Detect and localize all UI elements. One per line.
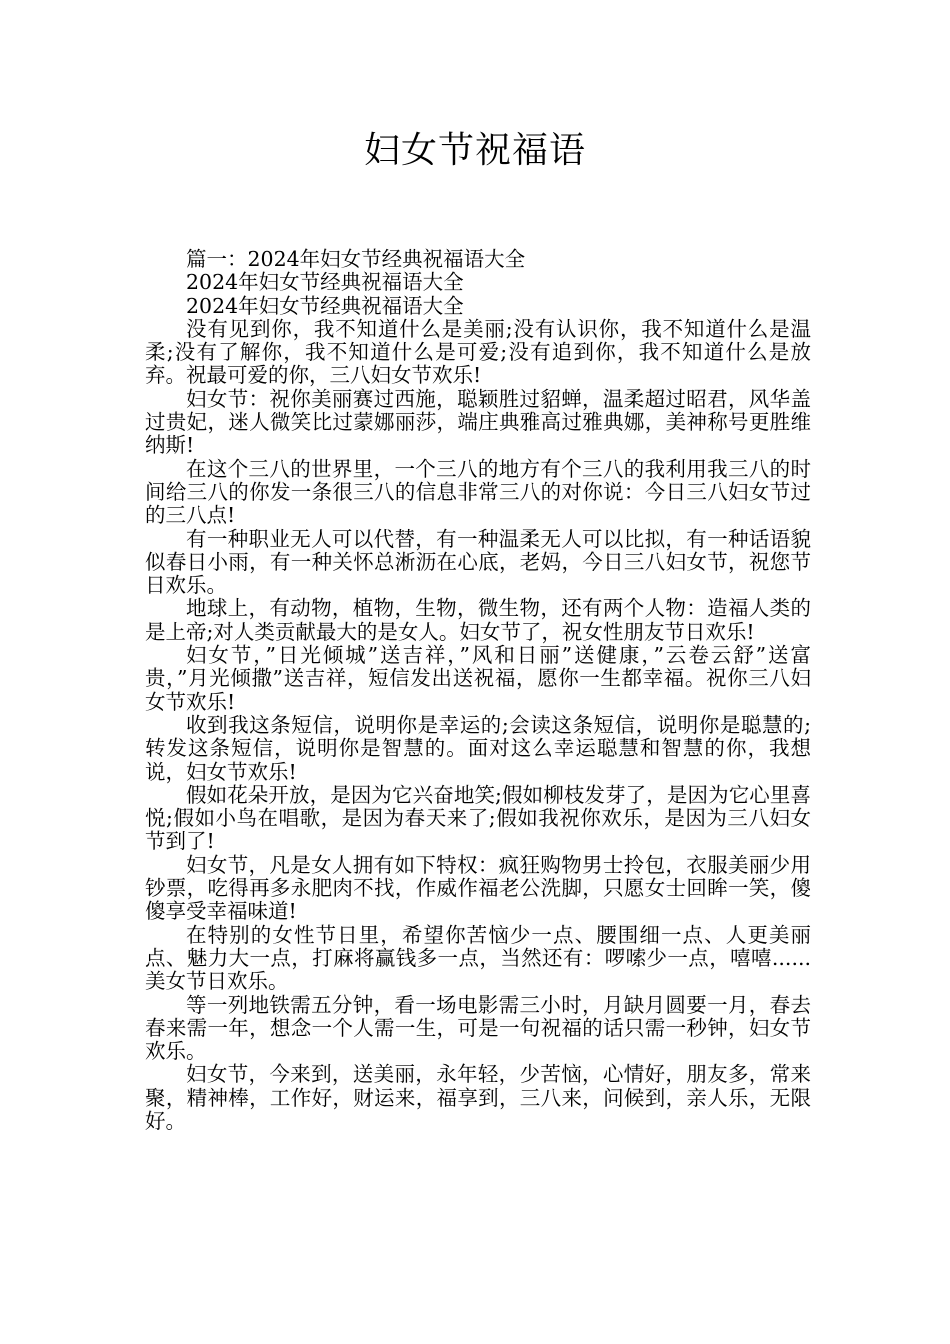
body-paragraph: 收到我这条短信，说明你是幸运的;会读这条短信，说明你是聪慧的;转发这条短信，说明你是智慧的。面对这么幸运聪慧和智慧的你，我想说，妇女节欢乐!: [145, 712, 811, 784]
document-title: 妇女节祝福语: [363, 130, 586, 171]
section-heading: 篇一：2024年妇女节经典祝福语大全: [186, 247, 526, 271]
body-paragraph: 妇女节，凡是女人拥有如下特权：疯狂购物男士拎包，衣服美丽少用钞票，吃得再多永肥肉不找，作威作福老公洗脚，只愿女士回眸一笑，傻傻享受幸福味道!: [145, 852, 811, 924]
body-paragraph: 等一列地铁需五分钟，看一场电影需三小时，月缺月圆要一月，春去春来需一年，想念一个人需一生，可是一句祝福的话只需一秒钟，妇女节欢乐。: [145, 992, 811, 1064]
body-paragraph: 在特别的女性节日里，希望你苦恼少一点、腰围细一点、人更美丽点、魅力大一点，打麻将赢钱多一点，当然还有：啰嗦少一点，嘻嘻......美女节日欢乐。: [145, 922, 811, 994]
body-paragraph: 有一种职业无人可以代替，有一种温柔无人可以比拟，有一种话语貌似春日小雨，有一种关怀总淅沥在心底，老妈，今日三八妇女节，祝您节日欢乐。: [145, 526, 811, 598]
body-paragraph: 假如花朵开放，是因为它兴奋地笑;假如柳枝发芽了，是因为它心里喜悦;假如小鸟在唱歌，是因为春天来了;假如我祝你欢乐，是因为三八妇女节到了!: [145, 782, 811, 854]
body-paragraph: 妇女节，今来到，送美丽，永年轻，少苦恼，心情好，朋友多，常来聚，精神棒，工作好，财运来，福享到，三八来，问候到，亲人乐，无限好。: [145, 1062, 811, 1133]
body-paragraph: 地球上，有动物，植物，生物，微生物，还有两个人物：造福人类的是上帝;对人类贡献最大的是女人。妇女节了，祝女性朋友节日欢乐!: [145, 596, 811, 644]
subheading-line: 2024年妇女节经典祝福语大全: [186, 293, 464, 318]
body-paragraph: 妇女节：祝你美丽赛过西施，聪颖胜过貂蝉，温柔超过昭君，风华盖过贵妃，迷人微笑比过蒙娜丽莎，端庄典雅高过雅典娜，美神称号更胜维纳斯!: [145, 386, 811, 458]
body-paragraph: 妇女节，”日光倾城”送吉祥，”风和日丽”送健康，”云卷云舒”送富贵，”月光倾撒”送吉祥，短信发出送祝福，愿你一生都幸福。祝你三八妇女节欢乐!: [145, 643, 811, 714]
body-paragraph: 没有见到你，我不知道什么是美丽;没有认识你，我不知道什么是温柔;没有了解你，我不知道什么是可爱;没有追到你，我不知道什么是放弃。祝最可爱的你，三八妇女节欢乐!: [145, 316, 811, 388]
document-body: [145, 248, 811, 1133]
body-paragraph: 在这个三八的世界里，一个三八的地方有个三八的我利用我三八的时间给三八的你发一条很三八的信息非常三八的对你说：今日三八妇女节过的三八点!: [145, 456, 811, 528]
subheading-line: 2024年妇女节经典祝福语大全: [186, 270, 464, 295]
